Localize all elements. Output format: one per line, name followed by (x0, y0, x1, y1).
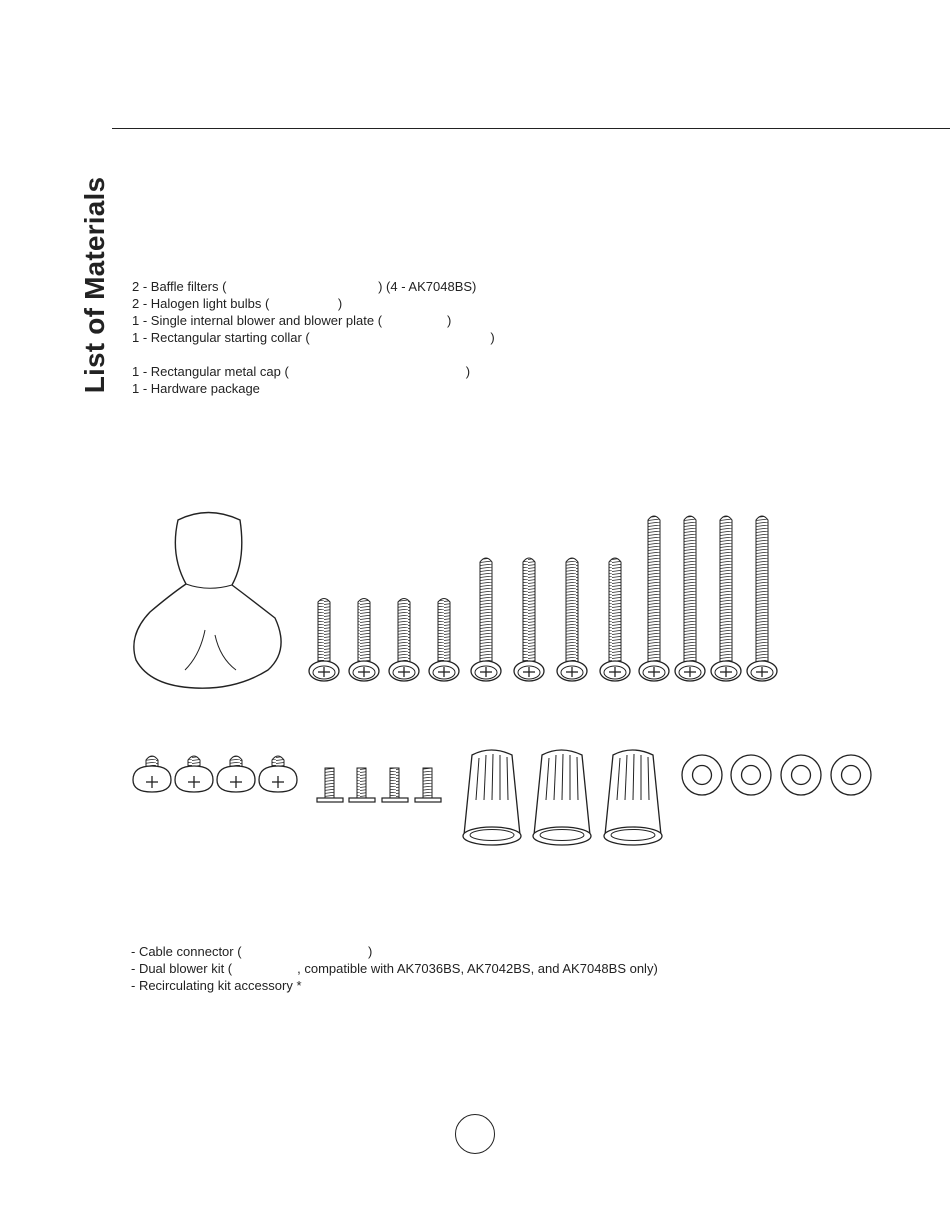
screw-icon (471, 558, 501, 681)
list-item: 1 - Rectangular starting collar ( ) (132, 330, 495, 345)
list-item: - Recirculating kit accessory * (131, 978, 302, 993)
list-item: 1 - Single internal blower and blower plate ( ) (132, 313, 452, 328)
bolt-icon (382, 768, 408, 802)
wire-nut-icon (533, 750, 591, 845)
optional-items-list (131, 943, 658, 994)
list-item: - Cable connector ( ) (131, 944, 373, 959)
washer-icon (831, 755, 871, 795)
washer-icon (682, 755, 722, 795)
section-title: List of Materials (79, 176, 110, 394)
screw-icon (349, 599, 379, 682)
list-item: 1 - Rectangular metal cap ( ) (132, 364, 471, 379)
wire-nut-icon (463, 750, 521, 845)
screw-icon (747, 516, 777, 681)
screw-icon (600, 558, 630, 681)
screw-icon (309, 599, 339, 682)
screw-icon (675, 516, 705, 681)
short-screw-icon (175, 756, 213, 792)
washer-icon (731, 755, 771, 795)
screw-icon (557, 558, 587, 681)
screw-icon (429, 599, 459, 682)
screw-icon (639, 516, 669, 681)
bolt-icon (349, 768, 375, 802)
knob-icon (134, 513, 281, 689)
short-screw-icon (133, 756, 171, 792)
bolt-icon (317, 768, 343, 802)
screw-icon (711, 516, 741, 681)
screw-icon (389, 599, 419, 682)
list-item: 2 - Halogen light bulbs ( ) (132, 296, 343, 311)
list-item: - Dual blower kit ( , compatible with AK7036BS, AK7042BS, and AK7048BS only) (131, 961, 658, 976)
page-number-badge (455, 1114, 495, 1154)
washer-icon (781, 755, 821, 795)
short-screw-icon (259, 756, 297, 792)
list-item: 2 - Baffle filters ( ) (4 - AK7048BS) (132, 279, 477, 294)
list-item: 1 - Hardware package (132, 381, 260, 396)
short-screw-icon (217, 756, 255, 792)
screw-icon (514, 558, 544, 681)
wire-nut-icon (604, 750, 662, 845)
bolt-icon (415, 768, 441, 802)
